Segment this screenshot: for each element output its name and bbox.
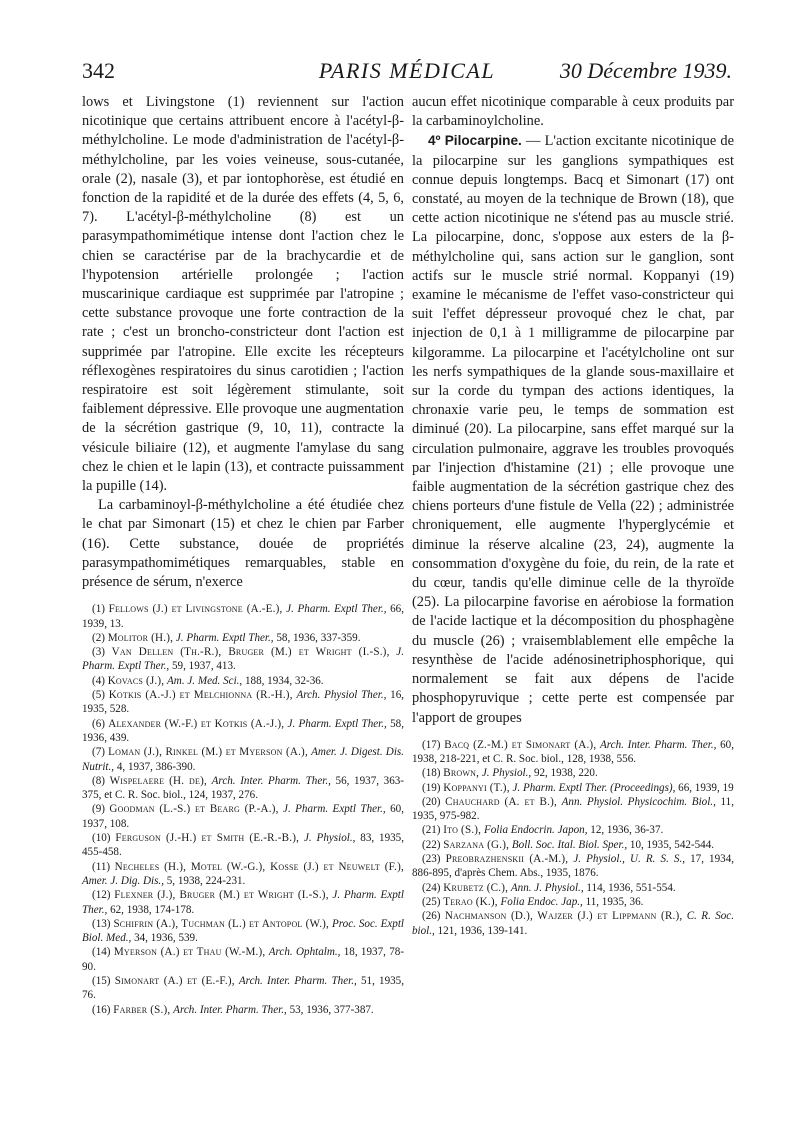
footnote-source: Arch. Inter. Pharm. Ther.,	[238, 975, 357, 987]
footnote-number: (6)	[92, 717, 105, 730]
footnote-authors: Preobrazhenskii (A.-M.),	[445, 853, 569, 866]
footnote-reference: 188, 1934, 32-36.	[244, 674, 324, 687]
footnote-reference: 121, 1936, 139-141.	[437, 924, 528, 937]
footnote-source: Amer. J. Digest. Dis. Nutrit.,	[82, 746, 404, 773]
footnote-authors: Kovacs (J.),	[107, 674, 165, 687]
footnote-source: J. Pharm. Exptl Ther.,	[82, 646, 404, 673]
footnote-authors: Goodman (L.-S.) et Bearg (P.-A.),	[109, 803, 279, 816]
footnote-reference: 16, 1935, 528.	[82, 689, 405, 716]
footnote-source: Proc. Soc. Exptl Biol. Med.,	[82, 917, 405, 945]
footnote	[82, 831, 404, 860]
footnote-authors: Alexander (W.-F.) et Kotkis (A.-J.),	[108, 717, 285, 730]
footnote-number: (23)	[422, 853, 441, 866]
section-title: Pilocarpine.	[444, 133, 522, 149]
footnote	[412, 823, 734, 837]
right-body-text	[412, 93, 734, 728]
footnote-reference: 62, 1938, 174-178.	[110, 903, 195, 916]
footnote-source: J. Physiol., U. R. S. S.,	[573, 853, 686, 866]
footnote-number: (17)	[422, 738, 441, 751]
footnote-reference: 5, 1938, 224-231.	[166, 874, 246, 887]
footnote-reference: 114, 1936, 551-554.	[586, 881, 676, 894]
footnote-authors: Wispelaere (H. de),	[109, 774, 207, 787]
footnote-reference: 12, 1936, 36-37.	[590, 824, 664, 837]
paragraph: aucun effet nicotinique comparable à ceux produits par la carbaminoylcholine.	[412, 94, 734, 130]
footnote-number: (5)	[92, 689, 105, 702]
footnote	[82, 860, 404, 889]
footnote-reference: 53, 1936, 377-387.	[289, 1003, 374, 1016]
footnote-number: (7)	[92, 746, 105, 759]
right-footnotes	[412, 738, 734, 938]
footnote	[412, 766, 734, 780]
footnote-authors: Ferguson (J.-H.) et Smith (E.-R.-B.),	[115, 832, 300, 845]
footnote-reference: 58, 1936, 337-359.	[276, 631, 361, 644]
footnote	[82, 917, 404, 946]
footnote	[412, 895, 734, 909]
footnote-authors: Myerson (A.) et Thau (W.-M.),	[113, 946, 266, 959]
footnote-source: C. R. Soc. biol.,	[412, 910, 735, 937]
footnote-source: J. Pharm. Exptl Ther.,	[175, 631, 274, 644]
footnote	[412, 852, 734, 881]
footnote	[412, 738, 734, 767]
footnote-source: Ann. J. Physiol.,	[510, 881, 584, 894]
footnote	[82, 745, 404, 774]
footnote-source: Folia Endoc. Jap.,	[500, 895, 583, 908]
footnote-reference: 59, 1937, 413.	[172, 660, 236, 673]
footnote-reference: 51, 1935, 76.	[82, 975, 405, 1002]
footnote-authors: Flexner (J.), Bruger (M.) et Wright (I.-S.),	[114, 889, 329, 902]
footnote-authors: Loman (J.), Rinkel (M.) et Myerson (A.),	[108, 746, 308, 759]
footnote-source: Arch. Inter. Pharm. Ther.,	[211, 774, 331, 787]
footnote-source: J. Physiol.,	[303, 832, 356, 845]
footnote-number: (16)	[92, 1003, 111, 1016]
footnote	[82, 717, 404, 746]
footnote-authors: Sarzana (G.),	[443, 838, 510, 851]
footnote-authors: Fellows (J.) et Livingstone (A.-E.),	[108, 603, 283, 616]
footnote-reference: 18, 1937, 78-90.	[82, 946, 405, 973]
footnote	[412, 909, 734, 938]
left-footnotes	[82, 602, 404, 1017]
footnote-source: Arch. Inter. Pharm. Ther.,	[600, 738, 717, 751]
footnote-number: (14)	[92, 946, 111, 959]
footnote-reference: 83, 1935, 455-458.	[82, 832, 404, 859]
issue-date: 30 Décembre 1939.	[559, 58, 732, 83]
footnote-authors: Nachmanson (D.), Wajzer (J.) et Lippmann (R.),	[444, 910, 683, 923]
footnote	[82, 974, 404, 1003]
footnote-number: (24)	[422, 881, 441, 894]
footnote	[82, 774, 404, 803]
footnote-reference: 66, 1939, 13.	[82, 603, 404, 630]
footnote-source: Ann. Physiol. Physicochim. Biol.,	[561, 795, 716, 808]
footnote-authors: Bacq (Z.-M.) et Simonart (A.),	[444, 738, 597, 751]
footnote-number: (2)	[92, 631, 105, 644]
footnote-source: J. Pharm. Exptl Ther.,	[82, 889, 404, 916]
footnote-number: (19)	[422, 781, 441, 794]
footnote-source: Arch. Ophtalm.,	[268, 946, 341, 959]
footnote	[412, 881, 734, 895]
footnote-reference: 11, 1935, 975-982.	[412, 795, 734, 823]
footnote-number: (21)	[422, 824, 441, 837]
footnote-number: (25)	[422, 895, 441, 908]
footnote-authors: Chauchard (A. et B.),	[445, 795, 557, 808]
footnote-reference: 34, 1936, 539.	[134, 932, 198, 945]
page-header	[82, 58, 732, 88]
footnote-number: (8)	[92, 774, 105, 787]
footnote-source: Amer. J. Dig. Dis.,	[82, 874, 164, 887]
footnote-source: J. Pharm. Exptl Ther. (Proceedings),	[512, 781, 676, 794]
footnote-number: (18)	[422, 767, 441, 780]
footnote-number: (10)	[92, 832, 111, 845]
footnote	[82, 674, 404, 688]
footnote-number: (26)	[422, 910, 441, 923]
footnote-reference: 56, 1937, 363-375, et C. R. Soc. biol., 124, 1937, 276.	[82, 774, 405, 802]
footnote	[82, 888, 404, 917]
footnote-authors: Ito (S.),	[443, 824, 482, 837]
footnote-authors: Brown,	[443, 767, 480, 780]
footnote-number: (12)	[92, 889, 111, 902]
footnote-reference: 60, 1938, 218-221, et C. R. Soc. biol., 128, 1938, 556.	[412, 738, 734, 765]
footnote-reference: 10, 1935, 542-544.	[629, 838, 715, 851]
footnote-reference: 66, 1939, 19	[678, 781, 734, 794]
left-body-text	[82, 93, 404, 592]
footnote	[82, 645, 404, 674]
footnote-authors: Simonart (A.) et (E.-F.),	[114, 975, 235, 987]
footnote-number: (15)	[92, 975, 111, 987]
footnote-number: (20)	[422, 795, 441, 808]
page-number: 342	[82, 58, 115, 83]
footnote-reference: 58, 1936, 439.	[82, 717, 404, 744]
footnote-source: Am. J. Med. Sci.,	[167, 674, 243, 687]
footnote-authors: Molitor (H.),	[107, 631, 174, 644]
footnote-authors: Kotkis (A.-J.) et Melchionna (R.-H.),	[108, 689, 293, 702]
footnote-source: Boll. Soc. Ital. Biol. Sper.,	[511, 838, 628, 851]
paragraph: lows et Livingstone (1) reviennent sur l'action nicotinique que certains attribuent encore à l'acétyl-β-méthylcholine. Le mode d'administration de l'acétyl-β-méthylcholine, par les voies veineuse, sous-cutanée, orale (2), nasale (3), et par iontophorèse, est étudié en fonction de la rapidité et de la durée des effets (4, 5, 6, 7). L'acétyl-β-méthylcholine (8) est un parasympathomimétique intense dont l'action chez le chien se caractérise par de la brachycardie et de l'hypotension artérielle prolongée ; l'action muscarinique cardiaque est supprimée par l'atropine ; cette substance provoque une forte contraction de la rate ; c'est un broncho-constricteur dont l'action est supprimée par l'atropine. Elle excite les récepteurs réflexogènes respiratoires du sinus carotidien ; l'action respiratoire est soit légèrement stimulante, soit faiblement dépressive. Elle provoque une augmentation de la sécrétion gastrique (9, 10, 11), contracte la vésicule biliaire (12), et augmente l'amylase du sang chez le chien et le lapin (13), et contracte puissamment la pupille (14).	[82, 94, 404, 495]
footnote	[82, 602, 404, 631]
footnote-authors: Koppanyi (T.),	[443, 781, 510, 794]
footnote-authors: Schifrin (A.), Tuchman (L.) et Antopol (W.),	[113, 917, 330, 930]
right-column	[412, 93, 734, 938]
footnote-reference: 92, 1938, 220.	[533, 767, 598, 780]
section-number: 4º	[428, 133, 441, 149]
footnote-number: (3)	[92, 646, 105, 659]
footnote-number: (1)	[92, 603, 105, 616]
footnote	[82, 802, 404, 831]
footnote-number: (9)	[92, 803, 105, 816]
footnote-source: J. Pharm. Exptl Ther.,	[283, 803, 386, 816]
footnote-authors: Krubetz (C.),	[443, 881, 509, 894]
left-column	[82, 93, 404, 1017]
footnote	[82, 688, 404, 717]
footnote-source: J. Pharm. Exptl Ther.,	[287, 717, 387, 730]
footnote-number: (22)	[422, 838, 441, 851]
footnote-number: (4)	[92, 674, 105, 687]
footnote-number: (13)	[92, 917, 111, 930]
footnote-reference: 60, 1937, 108.	[82, 803, 404, 830]
footnote-source: J. Physiol.,	[481, 767, 532, 780]
footnote-source: Arch. Inter. Pharm. Ther.,	[173, 1003, 287, 1016]
footnote	[412, 838, 734, 852]
footnote-source: J. Pharm. Exptl Ther.,	[286, 603, 387, 616]
footnote-reference: 11, 1935, 36.	[585, 895, 644, 908]
footnote-reference: 4, 1937, 386-390.	[116, 760, 196, 773]
footnote-authors: Van Dellen (Th.-R.), Bruger (M.) et Wright (I.-S.),	[111, 646, 390, 659]
section-text: — L'action excitante nicotinique de la pilocarpine sur les ganglions sympathiques est connue depuis longtemps. Bacq et Simonart (17) ont constaté, au moyen de la technique de Brown (18), que cette action nicotinique ne s'étend pas au muscle strié. La pilocarpine, donc, s'oppose aux esters de la β-méthylcholine qui, sans action sur le ganglion, sont actifs sur le muscle strié normal. Koppanyi (19) examine le mécanisme de l'effet vaso-constricteur qui suit l'effet dépresseur provoqué chez le chat, par injection de 0,1 à 1 milligramme de pilocarpine par kilgoramme. La pilocarpine et l'acétylcholine ont sur les nerfs sympathiques de la glande sous-maxillaire et sur la corde du tympan des actions identiques, la chronaxie varie peu, le temps de sommation est diminué (20). La pilocarpine, sans effet marqué sur la circulation pulmonaire, aggrave les troubles provoqués par l'injection d'histamine (21) ; elle provoque une faible augmentation de la sécrétion gastrique chez des chiens porteurs d'une fistule de Vella (22) ; administrée chroniquement, elle augmente l'hyperglycémie et diminue la réserve alcaline (23, 24), augmente la consommation d'oxygène du foie, du rein, de la rate et du cœur, tandis qu'elle diminue celle de la thyroïde (25). La pilocarpine favorise en aérobiose la formation de l'acide lactique et la décomposition du phosphagène du muscle (26) ; vraisemblablement elle empêche la resynthèse de l'acide adénosinetriphosphorique, qui normalement se fait aux dépens de l'acide phosphopyruvique ; cette perte est compensée par l'apport de groupes	[412, 133, 734, 726]
paragraph: La carbaminoyl-β-méthylcholine a été étudiée chez le chat par Simonart (15) et chez le chien par Farber (16). Cette substance, douée de propriétés parasympathomimétiques remarquables, stable en présence de sérum, n'exerce	[82, 497, 404, 591]
footnote	[82, 1003, 404, 1017]
section-paragraph	[412, 131, 734, 727]
footnote-reference: 17, 1934, 886-895, d'après Chem. Abs., 1935, 1876.	[412, 853, 735, 880]
footnote	[412, 781, 734, 795]
footnote-number: (11)	[92, 860, 111, 873]
footnote-source: Arch. Physiol Ther.,	[296, 689, 387, 702]
footnote-source: Folia Endocrin. Japon,	[483, 824, 588, 837]
footnote-authors: Farber (S.),	[113, 1003, 171, 1016]
footnote	[412, 795, 734, 824]
footnote	[82, 945, 404, 974]
footnote	[82, 631, 404, 645]
journal-title: PARIS MÉDICAL	[318, 58, 496, 83]
footnote-authors: Necheles (H.), Motel (W.-G.), Kosse (J.) et Neuwelt (F.),	[114, 860, 404, 873]
footnote-authors: Terao (K.),	[443, 895, 498, 908]
